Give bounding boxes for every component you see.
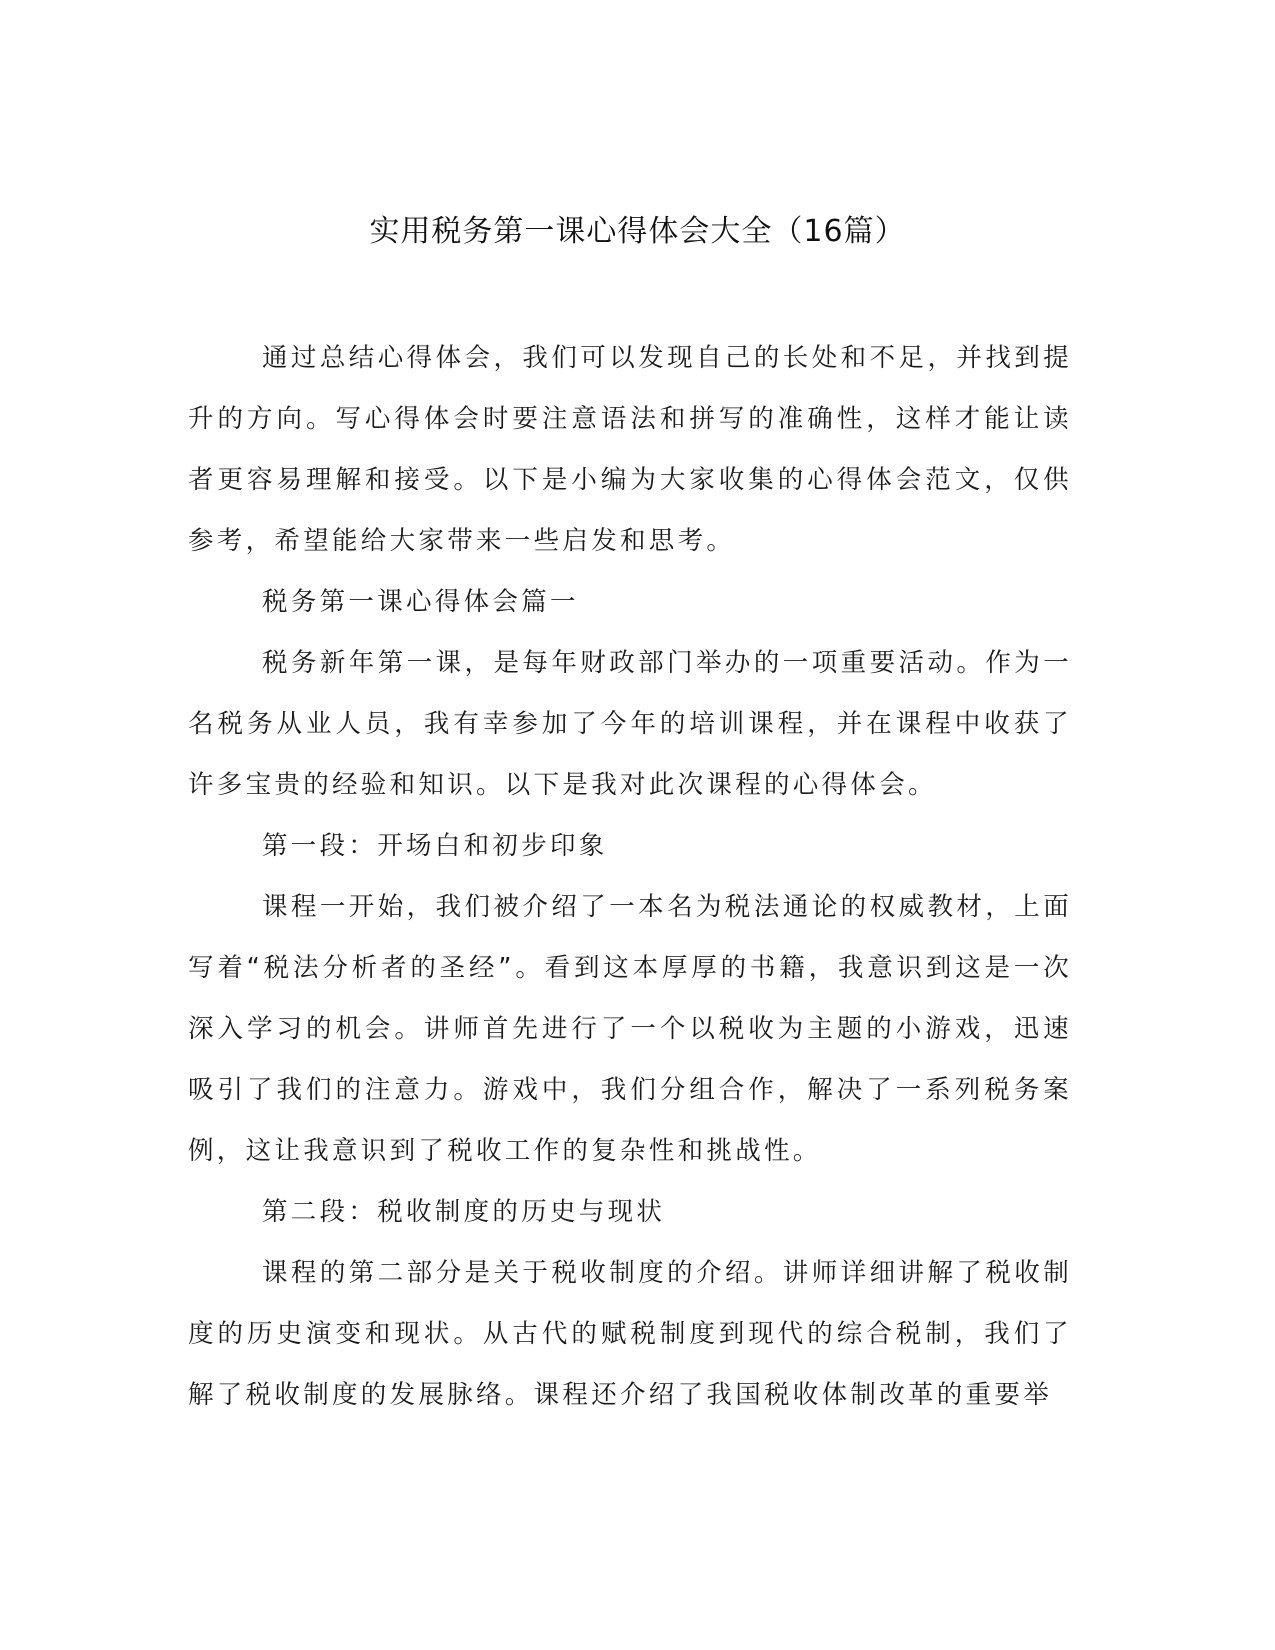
section-heading-first-segment: 第一段：开场白和初步印象 bbox=[262, 831, 608, 861]
section-heading-second-segment: 第二段：税收制度的历史与现状 bbox=[262, 1197, 666, 1227]
document-body bbox=[188, 328, 1072, 1426]
section-heading-part-one: 税务第一课心得体会篇一 bbox=[262, 587, 579, 617]
intro-paragraph: 通过总结心得体会，我们可以发现自己的长处和不足，并找到提升的方向。写心得体会时要注意语法和拼写的准确性，这样才能让读者更容易理解和接受。以下是小编为大家收集的心得体会范文，仅供参考，希望能给大家带来一些启发和思考。 bbox=[188, 343, 1072, 556]
document-title: 实用税务第一课心得体会大全（16篇） bbox=[369, 214, 906, 249]
body-paragraph: 税务新年第一课，是每年财政部门举办的一项重要活动。作为一名税务从业人员，我有幸参加了今年的培训课程，并在课程中收获了许多宝贵的经验和知识。以下是我对此次课程的心得体会。 bbox=[188, 648, 1072, 800]
body-paragraph: 课程的第二部分是关于税收制度的介绍。讲师详细讲解了税收制度的历史演变和现状。从古代的赋税制度到现代的综合税制，我们了解了税收制度的发展脉络。课程还介绍了我国税收体制改革的重要举 bbox=[188, 1258, 1072, 1410]
body-paragraph: 课程一开始，我们被介绍了一本名为税法通论的权威教材，上面写着“税法分析者的圣经”。看到这本厚厚的书籍，我意识到这是一次深入学习的机会。讲师首先进行了一个以税收为主题的小游戏，迅速吸引了我们的注意力。游戏中，我们分组合作，解决了一系列税务案例，这让我意识到了税收工作的复杂性和挑战性。 bbox=[188, 892, 1072, 1166]
